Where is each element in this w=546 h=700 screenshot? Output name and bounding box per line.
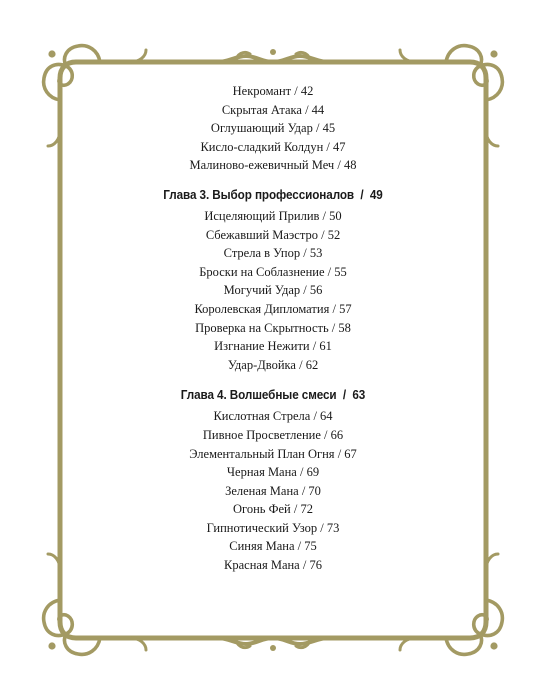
- entry-page: 64: [320, 409, 333, 424]
- entry-page: 55: [334, 264, 347, 279]
- entry-title: Гипнотический Узор: [206, 520, 318, 535]
- entry-page: 66: [330, 427, 344, 442]
- entry-title: Кислотная Стрела: [213, 409, 311, 424]
- entry-title: Сбежавший Маэстро: [205, 227, 318, 242]
- toc-entry[interactable]: Черная Мана / 69: [226, 465, 320, 480]
- entry-title: Стрела в Упор: [223, 246, 301, 261]
- table-of-contents: [70, 82, 476, 575]
- entry-title: Кисло-сладкий Колдун: [200, 139, 324, 154]
- chapter-title: Глава 4. Волшебные смеси: [180, 387, 337, 403]
- toc-entry[interactable]: Малиново-ежевичный Меч / 48: [189, 158, 357, 173]
- entry-page: 42: [300, 84, 314, 98]
- entry-page: 75: [304, 539, 317, 554]
- toc-entry[interactable]: Синяя Мана / 75: [229, 539, 317, 554]
- entry-page: 58: [338, 320, 351, 335]
- chapter-page: 49: [369, 186, 383, 202]
- toc-entry[interactable]: Скрытая Атака / 44: [221, 102, 325, 117]
- toc-entry[interactable]: Кислотная Стрела / 64: [213, 409, 333, 424]
- chapter-4-heading[interactable]: Глава 4. Волшебные смеси / 63: [180, 387, 366, 403]
- entry-page: 73: [326, 520, 340, 535]
- entry-page: 45: [322, 121, 336, 136]
- entry-title: Изгнание Нежити: [214, 339, 310, 354]
- entry-page: 76: [309, 558, 322, 573]
- toc-entry[interactable]: Броски на Соблазнение / 55: [199, 264, 347, 279]
- toc-entry[interactable]: Зеленая Мана / 70: [225, 483, 321, 498]
- entry-title: Могучий Удар: [223, 283, 301, 298]
- entry-title: Зеленая Мана: [225, 483, 299, 498]
- entry-page: 70: [308, 483, 321, 498]
- entry-title: Исцеляющий Прилив: [204, 208, 320, 223]
- chapter-3-heading[interactable]: Глава 3. Выбор профессионалов / 49: [163, 186, 383, 202]
- toc-entry[interactable]: Огонь Фей / 72: [233, 502, 313, 517]
- entry-title: Огонь Фей: [233, 502, 291, 517]
- entry-page: 57: [339, 301, 352, 316]
- toc-entry[interactable]: Королевская Дипломатия / 57: [194, 301, 352, 316]
- entry-page: 53: [309, 246, 323, 261]
- intro-entries-list: [70, 82, 476, 175]
- entry-page: 48: [343, 158, 357, 173]
- toc-entry[interactable]: Оглушающий Удар / 45: [210, 121, 336, 136]
- chapter-4-entries-list: [70, 407, 476, 574]
- entry-title: Королевская Дипломатия: [194, 301, 330, 316]
- toc-entry[interactable]: Кисло-сладкий Колдун / 47: [200, 139, 346, 154]
- entry-title: Скрытая Атака: [221, 102, 302, 117]
- entry-page: 52: [327, 227, 341, 242]
- entry-page: 50: [329, 208, 342, 223]
- entry-title: Черная Мана: [226, 465, 297, 480]
- entry-page: 62: [305, 357, 319, 372]
- entry-title: Броски на Соблазнение: [199, 264, 325, 279]
- toc-entry[interactable]: Удар-Двойка / 62: [227, 357, 319, 372]
- toc-entry[interactable]: Стрела в Упор / 53: [223, 246, 323, 261]
- entry-page: 44: [311, 102, 325, 117]
- toc-entry[interactable]: Исцеляющий Прилив / 50: [204, 208, 342, 223]
- entry-title: Пивное Просветление: [202, 427, 321, 442]
- chapter-page: 63: [352, 387, 366, 403]
- entry-page: 67: [344, 446, 357, 461]
- entry-title: Некромант: [232, 84, 292, 98]
- toc-entry[interactable]: Пивное Просветление / 66: [202, 427, 344, 442]
- entry-title: Элементальный План Огня: [189, 446, 335, 461]
- toc-entry[interactable]: Изгнание Нежити / 61: [214, 339, 332, 354]
- toc-entry[interactable]: Элементальный План Огня / 67: [189, 446, 357, 461]
- entry-page: 56: [309, 283, 323, 298]
- entry-title: Синяя Мана: [229, 539, 295, 554]
- entry-title: Красная Мана: [224, 558, 300, 573]
- entry-title: Удар-Двойка: [227, 357, 296, 372]
- entry-title: Малиново-ежевичный Меч: [189, 158, 335, 173]
- toc-entry[interactable]: Могучий Удар / 56: [223, 283, 323, 298]
- entry-page: 69: [306, 465, 320, 480]
- entry-page: 72: [300, 502, 313, 517]
- toc-entry[interactable]: Проверка на Скрытность / 58: [195, 320, 351, 335]
- toc-entry[interactable]: Сбежавший Маэстро / 52: [205, 227, 341, 242]
- entry-page: 47: [333, 139, 346, 154]
- toc-entry[interactable]: Некромант / 42: [232, 84, 314, 98]
- toc-entry[interactable]: Гипнотический Узор / 73: [206, 520, 340, 535]
- chapter-title: Глава 3. Выбор профессионалов: [163, 186, 355, 202]
- entry-title: Проверка на Скрытность: [195, 320, 329, 335]
- entry-page: 61: [319, 339, 332, 354]
- toc-entry[interactable]: Красная Мана / 76: [224, 558, 322, 573]
- chapter-3-entries-list: [70, 207, 476, 374]
- entry-title: Оглушающий Удар: [210, 121, 313, 136]
